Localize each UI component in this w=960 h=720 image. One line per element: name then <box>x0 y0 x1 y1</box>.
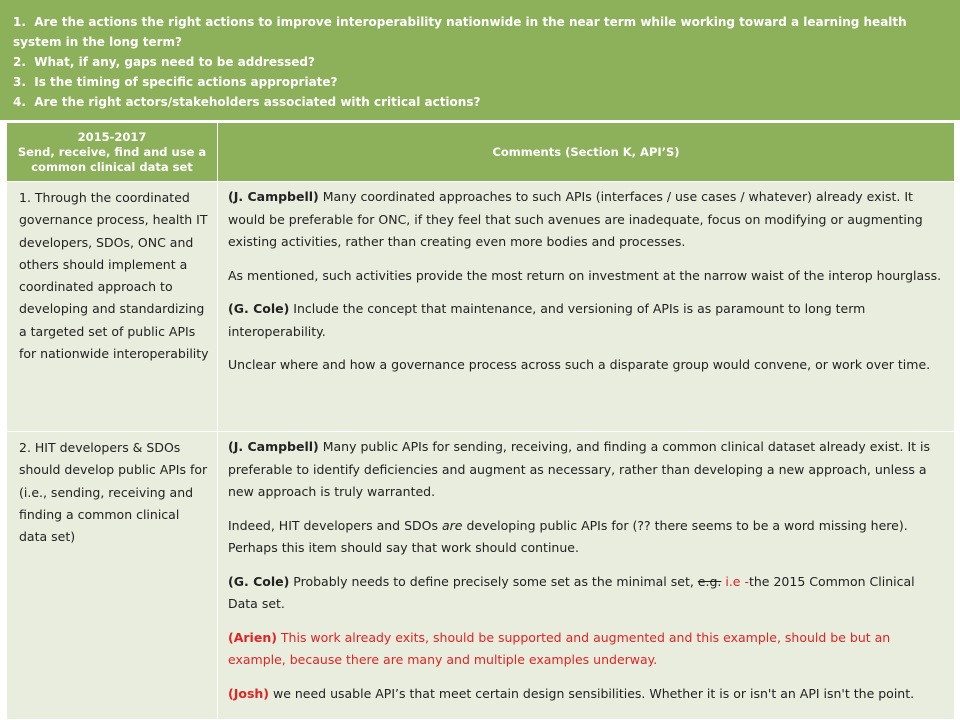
header-topic: Send, receive, find and use a common clinical data set <box>17 144 207 174</box>
comment-author: (Josh) <box>228 685 270 701</box>
comment-text: Unclear where and how a governance process across such a disparate group would convene, or work over time. <box>228 357 931 372</box>
comment-author: (Arien) <box>228 629 277 645</box>
question-1: 1. Are the actions the right actions to improve interoperability nationwide in the near term while working toward a learning health system in the long term? <box>13 15 911 49</box>
comment-text: we need usable API’s that meet certain design sensibilities. Whether it is or isn't an API isn't the point. <box>269 685 915 701</box>
comment-text: developing public APIs for (?? there seems to be a word missing here). Perhaps this item should say that work should continue. <box>228 517 908 555</box>
header-period <box>7 123 218 182</box>
question-4: 4. Are the right actors/stakeholders associated with critical actions? <box>13 95 481 109</box>
comment-text: Probably needs to define precisely some set as the minimal set, <box>289 573 698 589</box>
table-row <box>7 432 955 720</box>
comments-table <box>6 122 955 720</box>
comment <box>228 354 944 377</box>
comment <box>228 436 944 504</box>
table-row <box>7 182 955 432</box>
comment-author: (J. Campbell) <box>228 439 319 454</box>
question-2: 2. What, if any, gaps need to be addressed? <box>13 55 315 69</box>
question-3: 3. Is the timing of specific actions appropriate? <box>13 75 338 89</box>
comment <box>228 571 944 616</box>
comment <box>228 515 944 560</box>
table-header-row <box>7 123 955 182</box>
comment-text: Many public APIs for sending, receiving, and finding a common clinical dataset already exist. It is preferable to identify deficiencies and augment as necessary, rather than developing a new approach, unless a new approach is truly warranted. <box>228 439 930 499</box>
action-item-1: 1. Through the coordinated governance process, health IT developers, SDOs, ONC and others should implement a coordinated approach to developing and standardizing a targeted set of public APIs for nationwide interoperability <box>7 182 218 432</box>
comment-author: (G. Cole) <box>228 301 290 316</box>
action-item-2: 2. HIT developers & SDOs should develop public APIs for (i.e., sending, receiving and finding a common clinical data set) <box>7 432 218 720</box>
inserted-text: i.e - <box>721 573 749 589</box>
comment-text: the 2015 Common Clinical Data set. <box>228 573 915 611</box>
comment <box>228 627 944 672</box>
comment-author: (J. Campbell) <box>228 189 319 204</box>
comment-text: As mentioned, such activities provide the most return on investment at the narrow waist of the interop hourglass. <box>228 267 942 283</box>
comment-author: (G. Cole) <box>228 573 290 589</box>
comment <box>228 186 944 254</box>
comment-emphasis: are <box>441 517 463 533</box>
header-years: 2015-2017 <box>77 129 147 144</box>
questions-banner <box>0 0 960 120</box>
comments-cell-1 <box>218 182 955 432</box>
comment <box>228 265 944 288</box>
comment <box>228 683 944 706</box>
comment-text: This work already exits, should be supported and augmented and this example, should be but an example, because there are many and multiple examples underway. <box>228 629 891 667</box>
comments-cell-2 <box>218 432 955 720</box>
comment <box>228 298 944 343</box>
header-comments: Comments (Section K, API’S) <box>218 123 955 182</box>
comment-text: Indeed, HIT developers and SDOs <box>228 517 442 533</box>
comment-text: Include the concept that maintenance, and versioning of APIs is as paramount to long term interoperability. <box>228 301 866 339</box>
struck-text: e.g. <box>697 573 722 589</box>
comment-text: Many coordinated approaches to such APIs (interfaces / use cases / whatever) already exist. It would be preferable for ONC, if they feel that such avenues are inadequate, focus on modifying or augmenting existing activities, rather than creating even more bodies and processes. <box>228 189 923 249</box>
